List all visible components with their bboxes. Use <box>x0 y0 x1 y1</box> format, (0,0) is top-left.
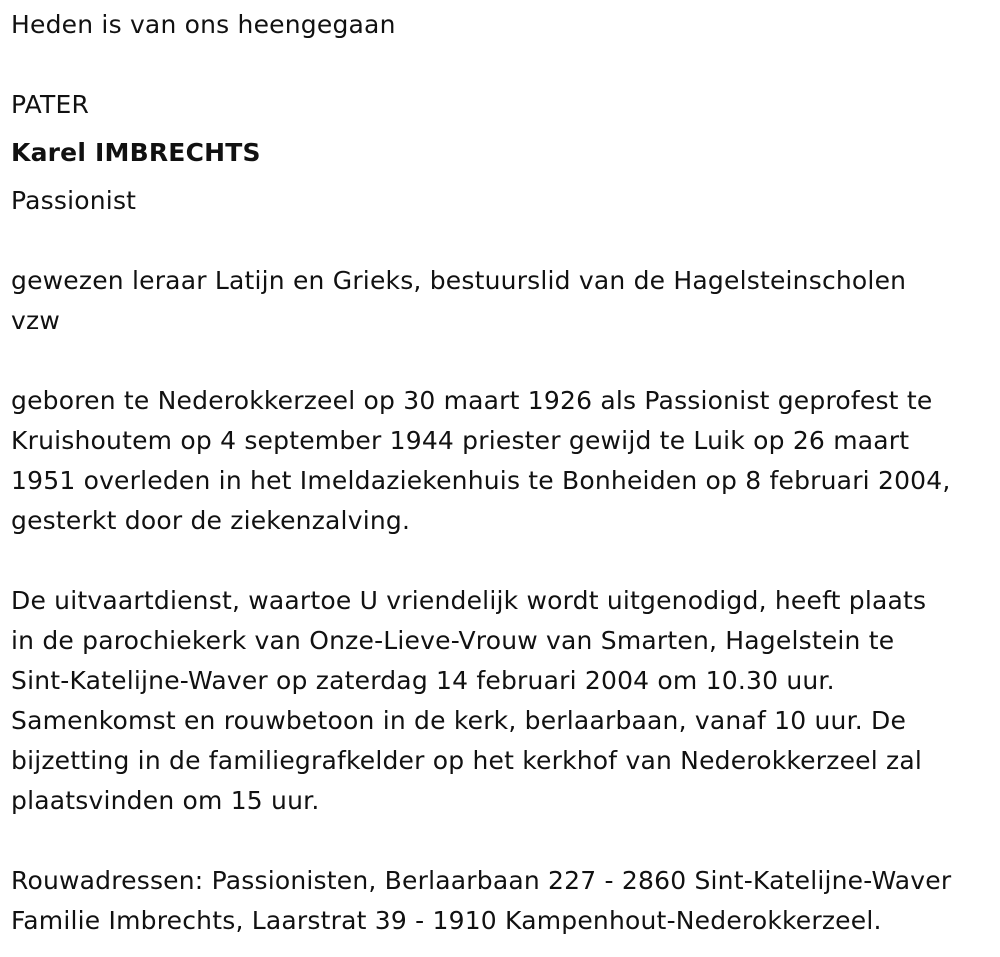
bio-line: Kruishoutem op 4 september 1944 priester gewijd te Luik op 26 maart <box>11 426 910 455</box>
address-line: Rouwadressen: Passionisten, Berlaarbaan 227 - 2860 Sint-Katelijne-Waver <box>11 866 952 895</box>
bio-line: gesterkt door de ziekenzalving. <box>11 506 411 535</box>
service-line: De uitvaartdienst, waartoe U vriendelijk wordt uitgenodigd, heeft plaats <box>11 586 927 615</box>
service-line: bijzetting in de familiegrafkelder op het kerkhof van Nederokkerzeel zal <box>11 746 923 775</box>
service-line: Sint-Katelijne-Waver op zaterdag 14 februari 2004 om 10.30 uur. <box>11 666 835 695</box>
service-line: plaatsvinden om 15 uur. <box>11 786 320 815</box>
role-line: gewezen leraar Latijn en Grieks, bestuurslid van de Hagelsteinscholen <box>11 266 907 295</box>
deceased-name: Karel IMBRECHTS <box>11 138 261 167</box>
role-line: vzw <box>11 306 60 335</box>
order-text: Passionist <box>11 186 137 215</box>
service-line: in de parochiekerk van Onze-Lieve-Vrouw van Smarten, Hagelstein te <box>11 626 895 655</box>
address-line: Familie Imbrechts, Laarstrat 39 - 1910 Kampenhout-Nederokkerzeel. <box>11 906 882 935</box>
bio-line: geboren te Nederokkerzeel op 30 maart 1926 als Passionist geprofest te <box>11 386 933 415</box>
service-line: Samenkomst en rouwbetoon in de kerk, berlaarbaan, vanaf 10 uur. De <box>11 706 907 735</box>
bio-line: 1951 overleden in het Imeldaziekenhuis te Bonheiden op 8 februari 2004, <box>11 466 951 495</box>
title-text: PATER <box>11 90 90 119</box>
intro-text: Heden is van ons heengegaan <box>11 10 396 39</box>
